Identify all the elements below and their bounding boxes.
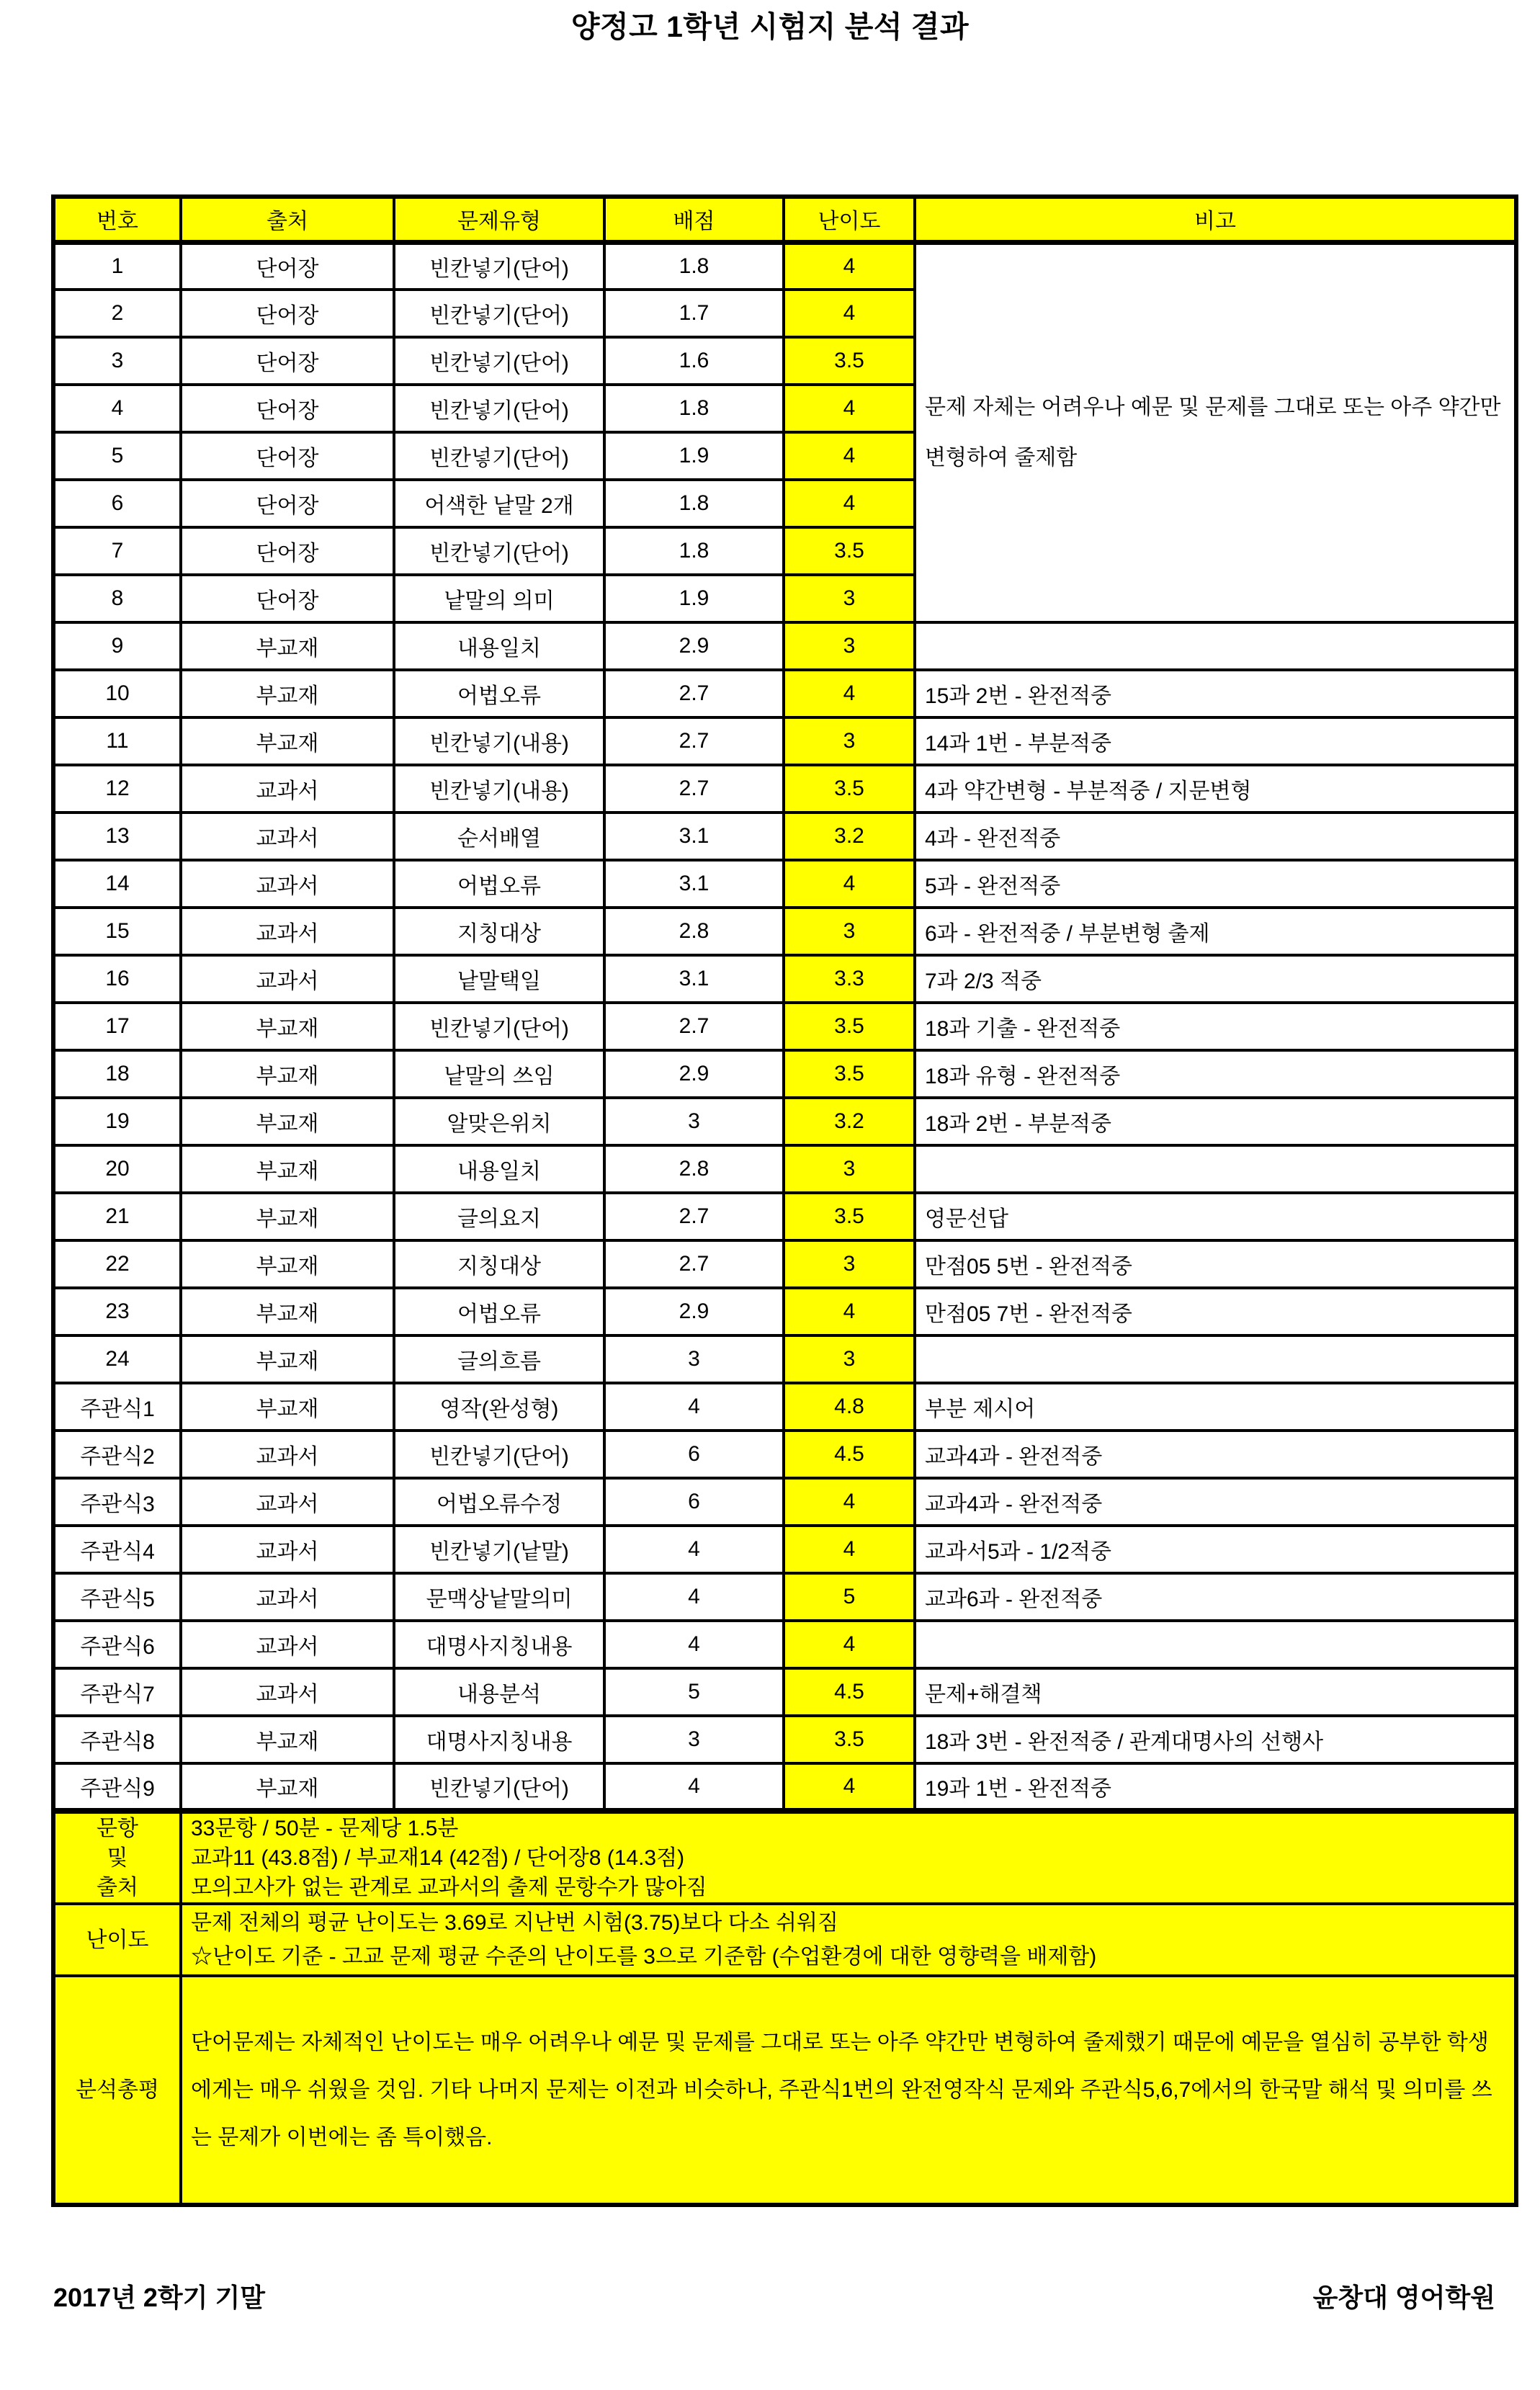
cell-points: 1.9 bbox=[604, 575, 784, 622]
cell-number: 주관식8 bbox=[53, 1716, 181, 1763]
cell-source: 부교재 bbox=[181, 622, 394, 670]
cell-note: 만점05 5번 - 완전적중 bbox=[915, 1240, 1516, 1288]
table-row bbox=[53, 955, 1516, 1003]
table-row bbox=[53, 622, 1516, 670]
cell-number: 13 bbox=[53, 813, 181, 860]
cell-note: 영문선답 bbox=[915, 1193, 1516, 1240]
cell-question-type: 글의흐름 bbox=[394, 1335, 604, 1383]
cell-points: 2.7 bbox=[604, 1003, 784, 1050]
cell-difficulty: 4 bbox=[784, 290, 915, 337]
cell-number: 주관식6 bbox=[53, 1621, 181, 1668]
cell-source: 단어장 bbox=[181, 242, 394, 290]
cell-difficulty: 3 bbox=[784, 908, 915, 955]
footer-term-label: 2017년 2학기 기말 bbox=[53, 2283, 265, 2312]
cell-source: 교과서 bbox=[181, 765, 394, 813]
table-header-row bbox=[53, 197, 1516, 242]
cell-number: 6 bbox=[53, 480, 181, 527]
cell-points: 4 bbox=[604, 1763, 784, 1811]
table-header bbox=[53, 197, 1516, 242]
cell-note: 19과 1번 - 완전적중 bbox=[915, 1763, 1516, 1811]
cell-points: 2.7 bbox=[604, 1193, 784, 1240]
cell-difficulty: 3 bbox=[784, 575, 915, 622]
cell-number: 14 bbox=[53, 860, 181, 908]
table-row bbox=[53, 1003, 1516, 1050]
cell-source: 부교재 bbox=[181, 1240, 394, 1288]
cell-source: 부교재 bbox=[181, 1288, 394, 1335]
cell-source: 부교재 bbox=[181, 717, 394, 765]
cell-points: 1.7 bbox=[604, 290, 784, 337]
summary-text-line: 모의고사가 없는 관계로 교과서의 출제 문항수가 많아짐 bbox=[191, 1876, 707, 1899]
cell-difficulty: 3.5 bbox=[784, 527, 915, 575]
cell-number: 주관식3 bbox=[53, 1478, 181, 1526]
cell-number: 17 bbox=[53, 1003, 181, 1050]
cell-source: 교과서 bbox=[181, 813, 394, 860]
table-row bbox=[53, 1050, 1516, 1098]
table-row bbox=[53, 1716, 1516, 1763]
cell-number: 8 bbox=[53, 575, 181, 622]
footer-academy-label: 윤창대 영어학원 bbox=[1312, 2283, 1495, 2312]
cell-points: 1.9 bbox=[604, 432, 784, 480]
cell-difficulty: 4 bbox=[784, 1621, 915, 1668]
table-body bbox=[53, 242, 1516, 2205]
cell-source: 단어장 bbox=[181, 385, 394, 432]
cell-points: 3 bbox=[604, 1098, 784, 1145]
cell-note: 14과 1번 - 부분적중 bbox=[915, 717, 1516, 765]
cell-difficulty: 4 bbox=[784, 1526, 915, 1573]
cell-difficulty: 3 bbox=[784, 622, 915, 670]
cell-points: 2.9 bbox=[604, 1050, 784, 1098]
cell-note-merged: 문제 자체는 어려우나 예문 및 문제를 그대로 또는 아주 약간만 변형하여 줄제함 bbox=[915, 242, 1516, 622]
cell-question-type: 빈칸넣기(단어) bbox=[394, 385, 604, 432]
cell-number: 19 bbox=[53, 1098, 181, 1145]
cell-source: 교과서 bbox=[181, 955, 394, 1003]
cell-number: 9 bbox=[53, 622, 181, 670]
cell-difficulty: 4 bbox=[784, 860, 915, 908]
exam-analysis-table bbox=[51, 194, 1518, 2207]
summary-text-line: 단어문제는 자체적인 난이도는 매우 어려우나 예문 및 문제를 그대로 또는 아주 약간만 변형하여 줄제했기 때문에 예문을 열심히 공부한 학생에게는 매우 쉬웠을 것임. 기타 나머지 문제는 이전과 비슷하나, 주관식1번의 완전영작식 문제와 주관식5,6,7에서의 한국말 해석 및 의미를 쓰는 문제가 이번에는 좀 특이했음. bbox=[191, 2030, 1492, 2149]
cell-source: 부교재 bbox=[181, 1716, 394, 1763]
cell-number: 12 bbox=[53, 765, 181, 813]
cell-difficulty: 4.5 bbox=[784, 1668, 915, 1716]
cell-number: 주관식7 bbox=[53, 1668, 181, 1716]
cell-points: 4 bbox=[604, 1526, 784, 1573]
cell-points: 3.1 bbox=[604, 860, 784, 908]
cell-question-type: 문맥상낱말의미 bbox=[394, 1573, 604, 1621]
cell-difficulty: 4 bbox=[784, 242, 915, 290]
cell-source: 단어장 bbox=[181, 337, 394, 385]
table-row bbox=[53, 242, 1516, 290]
cell-note: 18과 3번 - 완전적중 / 관계대명사의 선행사 bbox=[915, 1716, 1516, 1763]
cell-difficulty: 3.5 bbox=[784, 1716, 915, 1763]
cell-number: 주관식1 bbox=[53, 1383, 181, 1431]
cell-question-type: 어법오류 bbox=[394, 1288, 604, 1335]
cell-note: 문제+해결책 bbox=[915, 1668, 1516, 1716]
cell-points: 1.8 bbox=[604, 527, 784, 575]
table-row bbox=[53, 1668, 1516, 1716]
cell-points: 3.1 bbox=[604, 955, 784, 1003]
cell-question-type: 빈칸넣기(내용) bbox=[394, 717, 604, 765]
cell-number: 2 bbox=[53, 290, 181, 337]
cell-note bbox=[915, 1621, 1516, 1668]
cell-source: 교과서 bbox=[181, 1431, 394, 1478]
summary-content bbox=[181, 1811, 1516, 1904]
cell-note: 7과 2/3 적중 bbox=[915, 955, 1516, 1003]
cell-points: 3 bbox=[604, 1335, 784, 1383]
cell-question-type: 지칭대상 bbox=[394, 908, 604, 955]
summary-label-line: 난이도 bbox=[86, 1928, 149, 1952]
page-title: 양정고 1학년 시험지 분석 결과 bbox=[570, 10, 970, 43]
cell-number: 주관식5 bbox=[53, 1573, 181, 1621]
summary-content bbox=[181, 1904, 1516, 1976]
cell-difficulty: 3 bbox=[784, 1335, 915, 1383]
cell-note: 18과 기출 - 완전적중 bbox=[915, 1003, 1516, 1050]
cell-number: 7 bbox=[53, 527, 181, 575]
summary-label-line: 출처 bbox=[97, 1876, 138, 1899]
cell-question-type: 내용일치 bbox=[394, 1145, 604, 1193]
cell-points: 2.7 bbox=[604, 765, 784, 813]
cell-source: 부교재 bbox=[181, 1763, 394, 1811]
cell-note: 15과 2번 - 완전적중 bbox=[915, 670, 1516, 717]
summary-row bbox=[53, 1976, 1516, 2205]
cell-points: 4 bbox=[604, 1573, 784, 1621]
summary-row bbox=[53, 1811, 1516, 1904]
cell-question-type: 낱말의 의미 bbox=[394, 575, 604, 622]
cell-note: 6과 - 완전적중 / 부분변형 출제 bbox=[915, 908, 1516, 955]
cell-points: 2.7 bbox=[604, 717, 784, 765]
cell-source: 단어장 bbox=[181, 527, 394, 575]
cell-question-type: 대명사지칭내용 bbox=[394, 1621, 604, 1668]
cell-difficulty: 4 bbox=[784, 432, 915, 480]
table-row bbox=[53, 717, 1516, 765]
cell-question-type: 내용일치 bbox=[394, 622, 604, 670]
cell-points: 1.8 bbox=[604, 385, 784, 432]
cell-difficulty: 3.5 bbox=[784, 765, 915, 813]
cell-points: 2.9 bbox=[604, 1288, 784, 1335]
cell-question-type: 어법오류 bbox=[394, 670, 604, 717]
cell-note: 5과 - 완전적중 bbox=[915, 860, 1516, 908]
cell-note: 교과4과 - 완전적중 bbox=[915, 1431, 1516, 1478]
cell-note: 4과 약간변형 - 부분적중 / 지문변형 bbox=[915, 765, 1516, 813]
cell-note: 18과 유형 - 완전적중 bbox=[915, 1050, 1516, 1098]
table-row bbox=[53, 1288, 1516, 1335]
cell-points: 1.8 bbox=[604, 242, 784, 290]
column-header: 문제유형 bbox=[394, 197, 604, 242]
cell-difficulty: 3 bbox=[784, 1145, 915, 1193]
cell-difficulty: 4 bbox=[784, 480, 915, 527]
summary-label bbox=[53, 1904, 181, 1976]
cell-number: 22 bbox=[53, 1240, 181, 1288]
cell-note: 교과4과 - 완전적중 bbox=[915, 1478, 1516, 1526]
cell-source: 부교재 bbox=[181, 1003, 394, 1050]
cell-note: 만점05 7번 - 완전적중 bbox=[915, 1288, 1516, 1335]
cell-points: 2.8 bbox=[604, 1145, 784, 1193]
table-row bbox=[53, 1478, 1516, 1526]
cell-note: 교과서5과 - 1/2적중 bbox=[915, 1526, 1516, 1573]
summary-label bbox=[53, 1976, 181, 2205]
cell-difficulty: 4 bbox=[784, 1763, 915, 1811]
cell-question-type: 빈칸넣기(단어) bbox=[394, 242, 604, 290]
cell-question-type: 빈칸넣기(단어) bbox=[394, 1763, 604, 1811]
cell-source: 교과서 bbox=[181, 1478, 394, 1526]
cell-difficulty: 4.5 bbox=[784, 1431, 915, 1478]
cell-question-type: 빈칸넣기(단어) bbox=[394, 337, 604, 385]
cell-number: 1 bbox=[53, 242, 181, 290]
summary-row bbox=[53, 1904, 1516, 1976]
column-header: 비고 bbox=[915, 197, 1516, 242]
cell-points: 4 bbox=[604, 1383, 784, 1431]
cell-question-type: 영작(완성형) bbox=[394, 1383, 604, 1431]
cell-source: 교과서 bbox=[181, 1526, 394, 1573]
cell-question-type: 어법오류 bbox=[394, 860, 604, 908]
summary-text-line: 문제 전체의 평균 난이도는 3.69로 지난번 시험(3.75)보다 다소 쉬워짐 bbox=[191, 1911, 838, 1935]
cell-question-type: 순서배열 bbox=[394, 813, 604, 860]
cell-source: 부교재 bbox=[181, 1098, 394, 1145]
column-header: 배점 bbox=[604, 197, 784, 242]
cell-question-type: 어색한 낱말 2개 bbox=[394, 480, 604, 527]
cell-number: 24 bbox=[53, 1335, 181, 1383]
cell-number: 23 bbox=[53, 1288, 181, 1335]
column-header: 출처 bbox=[181, 197, 394, 242]
cell-difficulty: 3.5 bbox=[784, 1050, 915, 1098]
cell-points: 2.8 bbox=[604, 908, 784, 955]
cell-source: 부교재 bbox=[181, 1335, 394, 1383]
summary-content bbox=[181, 1976, 1516, 2205]
cell-number: 18 bbox=[53, 1050, 181, 1098]
cell-source: 교과서 bbox=[181, 1573, 394, 1621]
cell-question-type: 빈칸넣기(단어) bbox=[394, 1003, 604, 1050]
cell-question-type: 빈칸넣기(단어) bbox=[394, 432, 604, 480]
cell-note bbox=[915, 1145, 1516, 1193]
cell-number: 주관식4 bbox=[53, 1526, 181, 1573]
cell-question-type: 알맞은위치 bbox=[394, 1098, 604, 1145]
summary-label bbox=[53, 1811, 181, 1904]
summary-label-line: 분석총평 bbox=[76, 2077, 159, 2102]
cell-source: 부교재 bbox=[181, 1050, 394, 1098]
column-header: 번호 bbox=[53, 197, 181, 242]
summary-text-line: ☆난이도 기준 - 고교 문제 평균 수준의 난이도를 3으로 기준함 (수업환경에 대한 영향력을 배제함) bbox=[191, 1945, 1097, 1969]
cell-number: 3 bbox=[53, 337, 181, 385]
summary-label-line: 문항 bbox=[97, 1817, 138, 1840]
cell-points: 4 bbox=[604, 1621, 784, 1668]
cell-difficulty: 3.2 bbox=[784, 813, 915, 860]
table-row bbox=[53, 670, 1516, 717]
cell-difficulty: 4 bbox=[784, 670, 915, 717]
cell-number: 16 bbox=[53, 955, 181, 1003]
cell-number: 5 bbox=[53, 432, 181, 480]
cell-points: 6 bbox=[604, 1431, 784, 1478]
cell-points: 5 bbox=[604, 1668, 784, 1716]
table-row bbox=[53, 813, 1516, 860]
cell-note bbox=[915, 1335, 1516, 1383]
table-row bbox=[53, 1145, 1516, 1193]
cell-number: 4 bbox=[53, 385, 181, 432]
cell-question-type: 어법오류수정 bbox=[394, 1478, 604, 1526]
cell-source: 교과서 bbox=[181, 860, 394, 908]
cell-source: 교과서 bbox=[181, 1668, 394, 1716]
table-row bbox=[53, 860, 1516, 908]
cell-note: 4과 - 완전적중 bbox=[915, 813, 1516, 860]
table-row bbox=[53, 1526, 1516, 1573]
cell-number: 15 bbox=[53, 908, 181, 955]
cell-source: 부교재 bbox=[181, 1383, 394, 1431]
cell-number: 주관식9 bbox=[53, 1763, 181, 1811]
cell-difficulty: 4 bbox=[784, 1478, 915, 1526]
cell-difficulty: 3.5 bbox=[784, 337, 915, 385]
cell-number: 20 bbox=[53, 1145, 181, 1193]
table-row bbox=[53, 1383, 1516, 1431]
cell-source: 단어장 bbox=[181, 480, 394, 527]
cell-source: 단어장 bbox=[181, 432, 394, 480]
cell-source: 부교재 bbox=[181, 1145, 394, 1193]
cell-points: 1.6 bbox=[604, 337, 784, 385]
cell-number: 21 bbox=[53, 1193, 181, 1240]
summary-label-line: 및 bbox=[107, 1846, 128, 1870]
table-row bbox=[53, 765, 1516, 813]
cell-source: 단어장 bbox=[181, 575, 394, 622]
cell-question-type: 빈칸넣기(내용) bbox=[394, 765, 604, 813]
cell-source: 단어장 bbox=[181, 290, 394, 337]
column-header: 난이도 bbox=[784, 197, 915, 242]
cell-source: 교과서 bbox=[181, 1621, 394, 1668]
cell-difficulty: 3.3 bbox=[784, 955, 915, 1003]
table-row bbox=[53, 908, 1516, 955]
cell-question-type: 지칭대상 bbox=[394, 1240, 604, 1288]
cell-question-type: 낱말의 쓰임 bbox=[394, 1050, 604, 1098]
cell-question-type: 빈칸넣기(낱말) bbox=[394, 1526, 604, 1573]
cell-number: 10 bbox=[53, 670, 181, 717]
cell-source: 교과서 bbox=[181, 908, 394, 955]
cell-difficulty: 3 bbox=[784, 717, 915, 765]
cell-difficulty: 3.5 bbox=[784, 1003, 915, 1050]
cell-question-type: 빈칸넣기(단어) bbox=[394, 1431, 604, 1478]
cell-question-type: 빈칸넣기(단어) bbox=[394, 290, 604, 337]
cell-question-type: 글의요지 bbox=[394, 1193, 604, 1240]
cell-points: 2.7 bbox=[604, 1240, 784, 1288]
cell-difficulty: 3.5 bbox=[784, 1193, 915, 1240]
cell-source: 부교재 bbox=[181, 670, 394, 717]
cell-difficulty: 3 bbox=[784, 1240, 915, 1288]
table-row bbox=[53, 1098, 1516, 1145]
cell-note: 교과6과 - 완전적중 bbox=[915, 1573, 1516, 1621]
cell-question-type: 낱말택일 bbox=[394, 955, 604, 1003]
summary-text-line: 교과11 (43.8점) / 부교재14 (42점) / 단어장8 (14.3점) bbox=[191, 1846, 685, 1870]
cell-difficulty: 5 bbox=[784, 1573, 915, 1621]
table-row bbox=[53, 1573, 1516, 1621]
table-row bbox=[53, 1193, 1516, 1240]
cell-points: 3.1 bbox=[604, 813, 784, 860]
table-row bbox=[53, 1621, 1516, 1668]
cell-difficulty: 4 bbox=[784, 1288, 915, 1335]
cell-points: 3 bbox=[604, 1716, 784, 1763]
cell-question-type: 빈칸넣기(단어) bbox=[394, 527, 604, 575]
table-row bbox=[53, 1335, 1516, 1383]
table-row bbox=[53, 1763, 1516, 1811]
cell-difficulty: 4 bbox=[784, 385, 915, 432]
cell-points: 6 bbox=[604, 1478, 784, 1526]
cell-note bbox=[915, 622, 1516, 670]
summary-text-line: 33문항 / 50분 - 문제당 1.5분 bbox=[191, 1817, 459, 1840]
table-row bbox=[53, 1431, 1516, 1478]
cell-source: 부교재 bbox=[181, 1193, 394, 1240]
cell-points: 1.8 bbox=[604, 480, 784, 527]
table-row bbox=[53, 1240, 1516, 1288]
cell-number: 11 bbox=[53, 717, 181, 765]
cell-difficulty: 3.2 bbox=[784, 1098, 915, 1145]
cell-points: 2.9 bbox=[604, 622, 784, 670]
cell-note: 부분 제시어 bbox=[915, 1383, 1516, 1431]
cell-question-type: 대명사지칭내용 bbox=[394, 1716, 604, 1763]
cell-points: 2.7 bbox=[604, 670, 784, 717]
cell-note: 18과 2번 - 부분적중 bbox=[915, 1098, 1516, 1145]
cell-difficulty: 4.8 bbox=[784, 1383, 915, 1431]
cell-number: 주관식2 bbox=[53, 1431, 181, 1478]
cell-question-type: 내용분석 bbox=[394, 1668, 604, 1716]
